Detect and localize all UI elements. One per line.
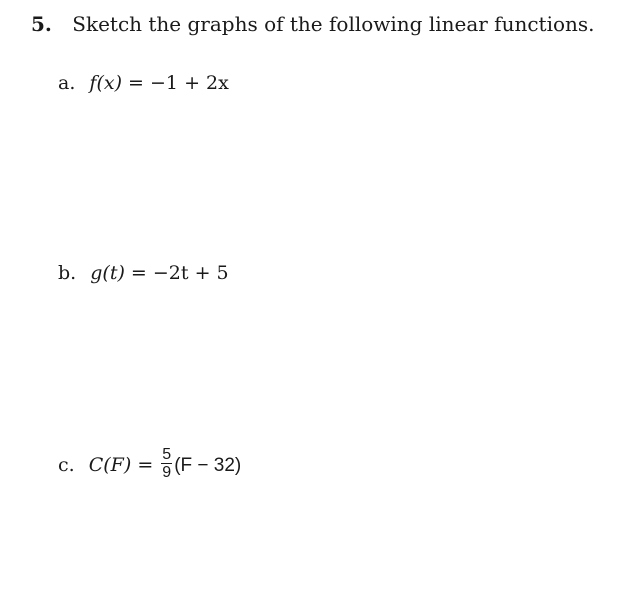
part-c-equation xyxy=(88,446,242,481)
part-a-rhs: −1 + 2x xyxy=(150,72,229,94)
part-a xyxy=(58,70,229,96)
part-b xyxy=(58,260,229,286)
part-c xyxy=(58,448,241,483)
part-c-fraction-numerator: 5 xyxy=(162,446,172,463)
part-c-equals: = xyxy=(137,453,154,476)
part-b-rhs: −2t + 5 xyxy=(152,262,229,284)
problem-number: 5. xyxy=(31,12,52,36)
part-b-equals: = xyxy=(130,262,147,284)
part-b-equation xyxy=(90,262,228,284)
part-c-lhs: C(F) xyxy=(88,453,132,476)
part-a-lhs: f(x) xyxy=(89,72,122,94)
part-c-label: c. xyxy=(58,453,75,476)
part-b-label: b. xyxy=(58,262,77,284)
part-c-rhs: (F − 32) xyxy=(174,454,242,476)
part-a-equals: = xyxy=(128,72,144,94)
part-a-label: a. xyxy=(58,72,76,94)
problem-header xyxy=(31,10,595,38)
problem-instruction: Sketch the graphs of the following linear functions. xyxy=(72,12,595,36)
part-c-fraction xyxy=(161,446,172,481)
part-a-equation xyxy=(89,72,228,94)
part-b-lhs: g(t) xyxy=(90,262,125,284)
part-c-fraction-denominator: 9 xyxy=(162,464,172,481)
